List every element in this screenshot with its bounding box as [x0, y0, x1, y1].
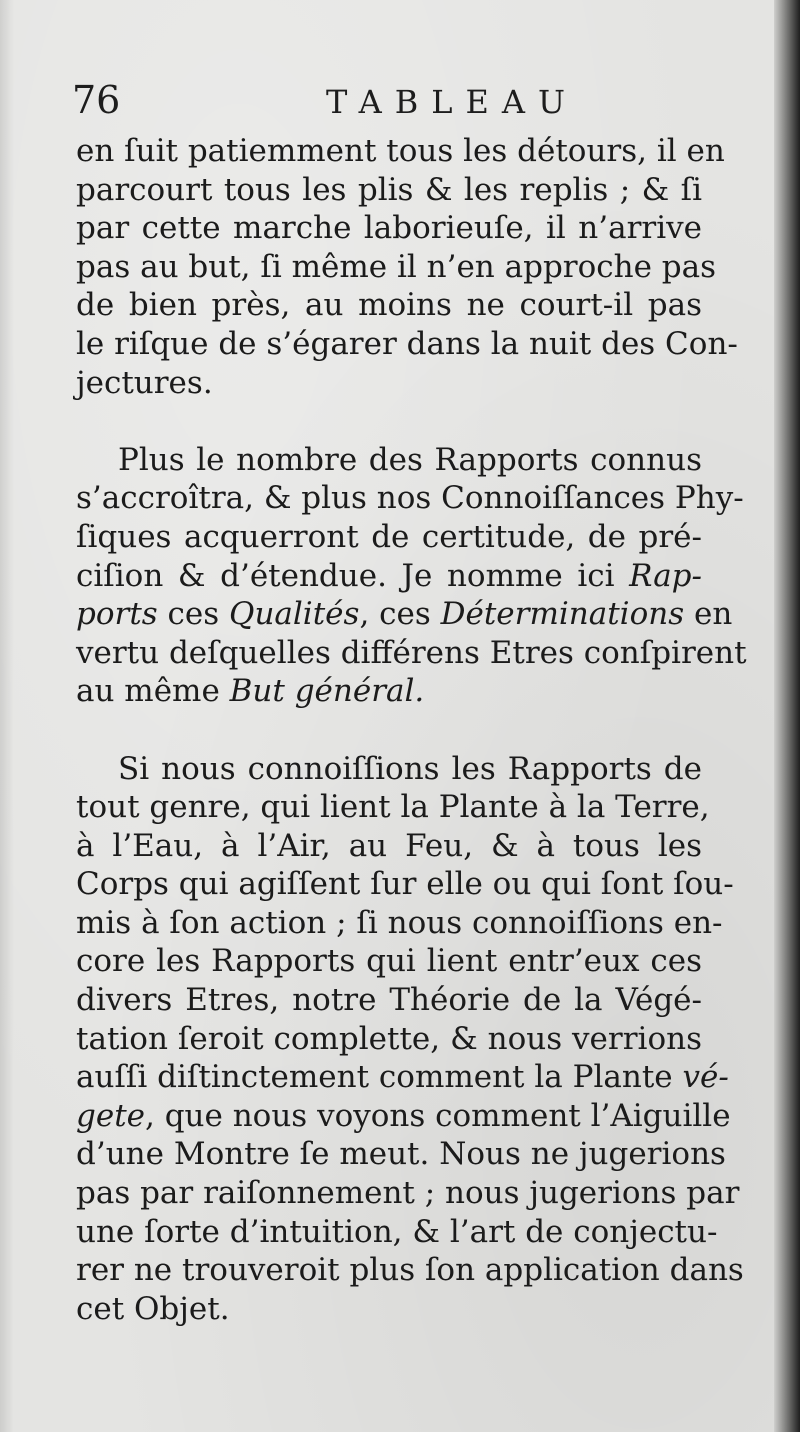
text-line: [76, 325, 738, 364]
text-run: le riſque de s’égarer dans la nuit des Con-: [76, 325, 738, 362]
italic-text: ports: [76, 596, 158, 633]
text-line: [76, 865, 734, 904]
text-run: core les Rapports qui lient entr’eux ces: [76, 943, 702, 980]
text-line: [76, 209, 702, 248]
text-run: au même: [76, 673, 230, 710]
text-run: ces: [157, 596, 230, 633]
text-line: [76, 479, 744, 518]
text-run: à l’Eau, à l’Air, au Feu, & à tous les: [76, 827, 702, 864]
text-line: [76, 1174, 740, 1213]
text-line: [76, 981, 702, 1020]
text-line: [76, 171, 702, 210]
italic-text: Déterminations: [440, 596, 685, 633]
italic-text: gete: [76, 1097, 145, 1134]
text-run: en: [684, 596, 733, 633]
text-line: [76, 750, 702, 789]
text-line: [76, 441, 702, 480]
text-line: [76, 1135, 726, 1174]
text-run: par cette marche laborieuſe, il n’arrive: [76, 210, 702, 247]
text-line: [76, 827, 702, 866]
page-gutter-shadow: [0, 0, 14, 1432]
text-run: rer ne trouveroit plus ſon application dans: [76, 1252, 744, 1289]
text-line: [76, 595, 733, 634]
italic-text: Rap-: [629, 557, 702, 594]
text-line: [76, 248, 717, 287]
text-line: [76, 286, 702, 325]
text-run: , ces: [359, 596, 441, 633]
text-line: [76, 904, 723, 943]
body-text: [76, 132, 747, 1328]
text-run: Plus le nombre des Rapports connus: [118, 441, 702, 478]
text-run: parcourt tous les plis & les replis ; & ſi: [76, 171, 702, 208]
text-line: [76, 132, 725, 171]
text-line: [76, 634, 747, 673]
text-run: tout genre, qui lient la Plante à la Terre,: [76, 789, 710, 826]
text-run: , que nous voyons comment l’Aiguille: [145, 1097, 731, 1134]
running-header: [72, 74, 712, 126]
text-line: [76, 557, 702, 596]
paragraph-gap: [76, 402, 702, 441]
text-run: ciſion & d’étendue. Je nomme ici: [76, 557, 630, 594]
text-line: [76, 1290, 702, 1329]
italic-text: Qualités: [229, 596, 360, 633]
text-line: [76, 788, 710, 827]
page-number: 76: [72, 78, 121, 122]
paragraph: [76, 441, 747, 711]
text-run: d’une Montre ſe meut. Nous ne jugerions: [76, 1136, 726, 1173]
paragraph: [76, 750, 744, 1329]
text-run: Corps qui agiſſent ſur elle ou qui ſont ſou-: [76, 866, 734, 903]
text-run: auſſi diſtinctement comment la Plante: [76, 1059, 683, 1096]
paragraph: [76, 132, 738, 402]
text-run: ſiques acquerront de certitude, de pré-: [76, 518, 702, 555]
text-line: [76, 1097, 731, 1136]
text-run: tation ſeroit complette, & nous verrions: [76, 1020, 702, 1057]
text-run: jectures.: [76, 364, 213, 401]
italic-text: vé-: [682, 1059, 729, 1096]
paragraph-gap: [76, 711, 702, 750]
text-line: [76, 364, 702, 403]
text-line: [76, 942, 702, 981]
text-run: de bien près, au moins ne court-il pas: [76, 287, 702, 324]
text-run: cet Objet.: [76, 1290, 230, 1327]
text-run: pas par raiſonnement ; nous jugerions par: [76, 1175, 740, 1212]
text-line: [76, 1251, 744, 1290]
text-line: [76, 518, 702, 557]
text-run: en ſuit patiemment tous les détours, il en: [76, 133, 725, 169]
text-run: mis à ſon action ; ſi nous connoiſſions en-: [76, 904, 723, 941]
text-line: [76, 1058, 729, 1097]
text-run: pas au but, ſi même il n’en approche pas: [76, 248, 717, 285]
text-line: [76, 1213, 718, 1252]
text-line: [76, 1020, 702, 1059]
text-line: [76, 672, 702, 711]
text-run: vertu deſquelles différens Etres conſpirent: [76, 634, 747, 671]
page-edge-shadow: [774, 0, 800, 1432]
text-run: s’accroîtra, & plus nos Connoiſſances Phy-: [76, 480, 744, 517]
text-run: divers Etres, notre Théorie de la Végé-: [76, 982, 702, 1019]
italic-text: But général.: [229, 673, 425, 710]
text-run: Si nous connoiſſions les Rapports de: [118, 750, 702, 787]
text-run: une ſorte d’intuition, & l’art de conjectu-: [76, 1213, 718, 1250]
running-title: TABLEAU: [326, 83, 578, 121]
